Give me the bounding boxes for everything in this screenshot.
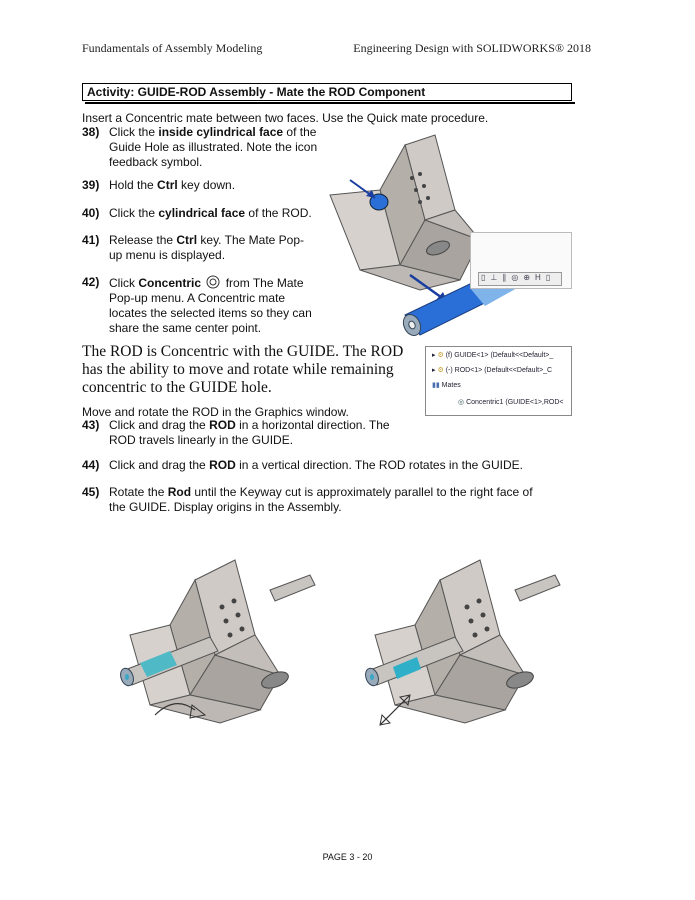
- step-45: 45) Rotate the Rod until the Keyway cut is approximately parallel to the right face of the GUIDE. Display origins in the Assembly.: [82, 485, 533, 514]
- step-39: 39) Hold the Ctrl key down.: [82, 178, 236, 192]
- concentric-icon: ◎: [458, 399, 465, 406]
- step-44: 44) Click and drag the ROD in a vertical direction. The ROD rotates in the GUIDE.: [82, 458, 523, 472]
- tree-row-rod[interactable]: ▸ ⚙ (-) ROD<1> (Default<<Default>_C: [432, 367, 553, 374]
- step-38: 38) Click the inside cylindrical face of the Guide Hole as illustrated. Note the icon feedback symbol.: [82, 125, 318, 169]
- step-43: 43) Click and drag the ROD in a horizontal direction. The ROD travels linearly in the GUIDE.: [82, 418, 390, 447]
- concentric-icon: [206, 275, 220, 289]
- step-41: 41) Release the Ctrl key. The Mate Pop-up menu is displayed.: [82, 233, 305, 262]
- mate-popup-toolbar[interactable]: ▯⊥∥◎⊕H▯: [478, 272, 562, 286]
- move-note: Move and rotate the ROD in the Graphics window.: [82, 405, 349, 419]
- feature-manager-tree[interactable]: [425, 346, 572, 416]
- guide-rod-illustration-left: [110, 545, 320, 735]
- page-footer: PAGE 3 - 20: [322, 852, 373, 862]
- guide-rod-illustration-right: [355, 545, 565, 735]
- header-left: Fundamentals of Assembly Modeling: [82, 41, 263, 55]
- tree-row-concentric[interactable]: ◎ Concentric1 (GUIDE<1>,ROD<: [458, 399, 564, 406]
- step-42: 42) Click Concentric from The Mate Pop-up menu. A Concentric mate locates the selected items so they can share the same center point.: [82, 275, 312, 335]
- intro-text: Insert a Concentric mate between two faces. Use the Quick mate procedure.: [82, 111, 489, 125]
- header-right: Engineering Design with SOLIDWORKS® 2018: [353, 41, 591, 55]
- tree-row-guide[interactable]: ▸ ⚙ (f) GUIDE<1> (Default<<Default>_: [432, 352, 554, 359]
- step-40: 40) Click the cylindrical face of the ROD.: [82, 206, 312, 220]
- step-number: 38): [82, 125, 100, 139]
- concentric-note: The ROD is Concentric with the GUIDE. The ROD has the ability to move and rotate while remaining concentric to the GUIDE hole.: [82, 343, 404, 396]
- activity-title: Activity: GUIDE-ROD Assembly - Mate the ROD Component: [82, 83, 572, 101]
- tree-row-mates[interactable]: ▮▮ Mates: [432, 382, 461, 389]
